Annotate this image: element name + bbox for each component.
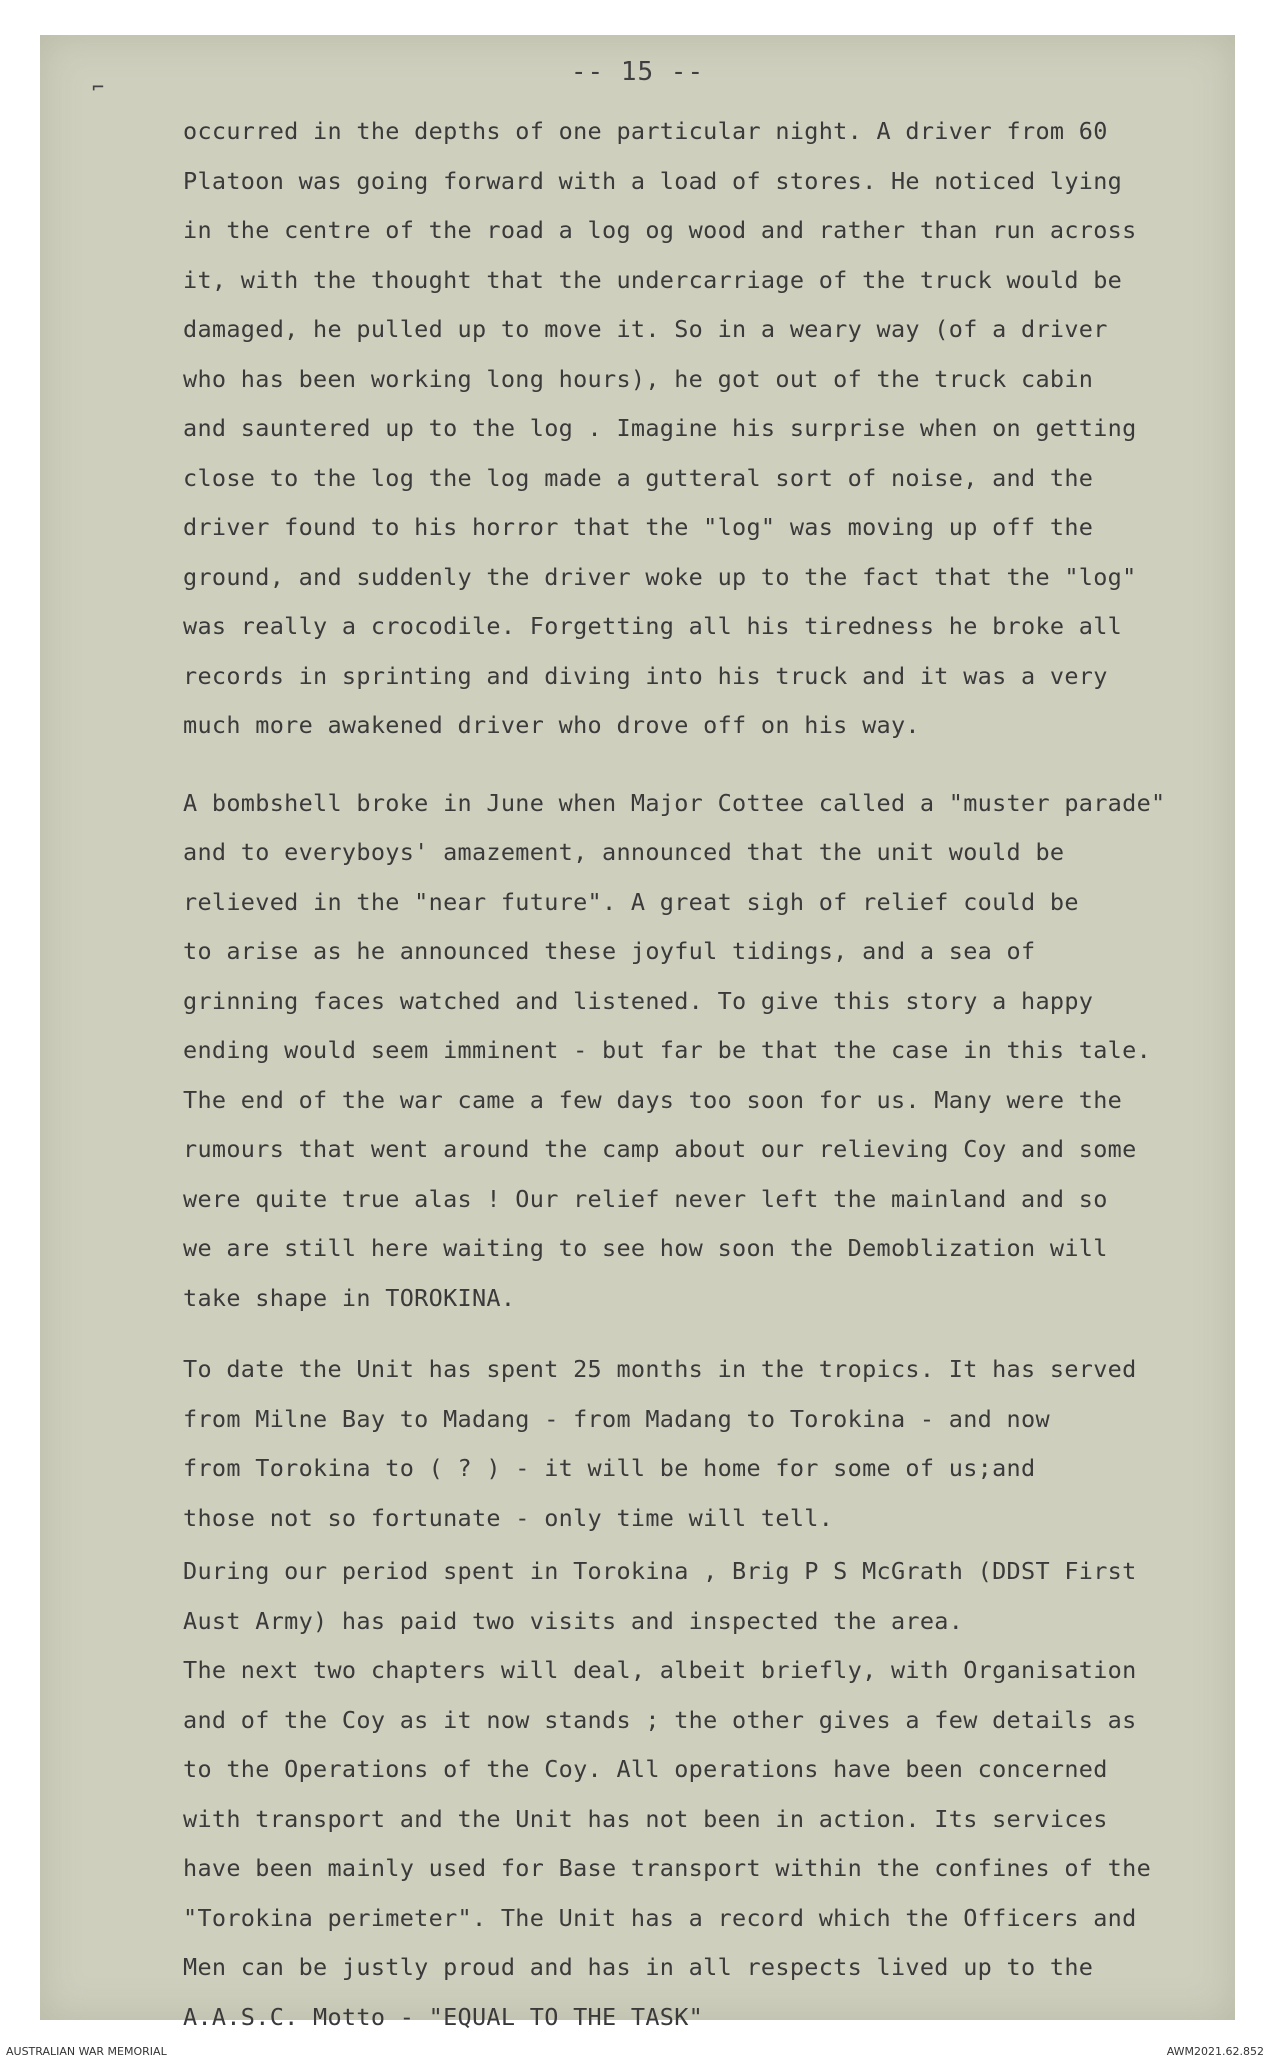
text-line: close to the log the log made a gutteral sort of noise, and the xyxy=(183,463,1094,492)
paragraph-next-chapters xyxy=(183,1646,1223,2042)
text-line: and of the Coy as it now stands ; the other gives a few details as xyxy=(183,1705,1137,1734)
text-line: ending would seem imminent - but far be that the case in this tale. xyxy=(183,1036,1152,1064)
document-page xyxy=(40,35,1235,2031)
text-line: take shape in TOROKINA. xyxy=(183,1283,516,1312)
text-line: it, with the thought that the undercarriage of the truck would be xyxy=(183,265,1123,294)
text-line: The next two chapters will deal, albeit briefly, with Organisation xyxy=(183,1656,1137,1684)
text-line: records in sprinting and diving into his truck and it was a very xyxy=(183,661,1108,690)
text-line: Men can be justly proud and has in all respects lived up to the xyxy=(183,1953,1094,1981)
text-line: "Torokina perimeter". The Unit has a record which the Officers and xyxy=(183,1903,1137,1932)
text-line: from Torokina to ( ? ) - it will be home for some of us;and xyxy=(183,1454,1036,1482)
text-line: who has been working long hours), he got out of the truck cabin xyxy=(183,364,1094,393)
margin-mark: ⌐ xyxy=(92,75,105,99)
paragraph-muster-parade xyxy=(183,779,1223,1324)
text-line: much more awakened driver who drove off on his way. xyxy=(183,711,920,739)
text-line: were quite true alas ! Our relief never left the mainland and so xyxy=(183,1184,1108,1213)
text-line: to the Operations of the Coy. All operations have been concerned xyxy=(183,1755,1108,1783)
text-line: and sauntered up to the log . Imagine his surprise when on getting xyxy=(183,414,1137,442)
archive-reference: AWM2021.62.852 xyxy=(1166,2045,1264,2058)
text-line: those not so fortunate - only time will tell. xyxy=(183,1503,834,1532)
text-line: grinning faces watched and listened. To give this story a happy xyxy=(183,986,1094,1015)
archive-credit: AUSTRALIAN WAR MEMORIAL xyxy=(6,2045,167,2058)
text-line: occurred in the depths of one particular night. A driver from 60 xyxy=(183,117,1108,145)
text-line: Aust Army) has paid two visits and inspected the area. xyxy=(183,1606,964,1635)
text-line: Platoon was going forward with a load of stores. He noticed lying xyxy=(183,166,1123,195)
text-line: A.A.S.C. Motto - "EQUAL TO THE TASK" xyxy=(183,2002,704,2031)
text-line: have been mainly used for Base transport within the confines of the xyxy=(183,1854,1152,1882)
paragraph-tropics xyxy=(183,1345,1223,1543)
text-line: ground, and suddenly the driver woke up to the fact that the "log" xyxy=(183,562,1137,591)
page-number: -- 15 -- xyxy=(570,57,705,87)
text-line: in the centre of the road a log og wood and rather than run across xyxy=(183,216,1137,244)
typed-body-text xyxy=(183,107,1223,2042)
paragraph-crocodile-story xyxy=(183,107,1223,751)
text-line: driver found to his horror that the "log" was moving up off the xyxy=(183,513,1094,541)
text-line: from Milne Bay to Madang - from Madang to Torokina - and now xyxy=(183,1404,1050,1433)
text-line: was really a crocodile. Forgetting all his tiredness he broke all xyxy=(183,612,1123,640)
text-line: To date the Unit has spent 25 months in the tropics. It has served xyxy=(183,1355,1137,1383)
text-line: with transport and the Unit has not been in action. Its services xyxy=(183,1804,1108,1833)
text-line: A bombshell broke in June when Major Cottee called a "muster parade" xyxy=(183,788,1166,817)
text-line: we are still here waiting to see how soon the Demoblization will xyxy=(183,1234,1108,1262)
text-line: During our period spent in Torokina , Brig P S McGrath (DDST First xyxy=(183,1557,1137,1585)
text-line: relieved in the "near future". A great sigh of relief could be xyxy=(183,887,1079,916)
text-line: and to everyboys' amazement, announced that the unit would be xyxy=(183,838,1065,866)
text-line: rumours that went around the camp about our relieving Coy and some xyxy=(183,1135,1137,1163)
text-line: damaged, he pulled up to move it. So in a weary way (of a driver xyxy=(183,315,1108,343)
text-line: to arise as he announced these joyful tidings, and a sea of xyxy=(183,937,1036,965)
text-line: The end of the war came a few days too soon for us. Many were the xyxy=(183,1085,1123,1114)
paragraph-inspection xyxy=(183,1547,1223,1646)
